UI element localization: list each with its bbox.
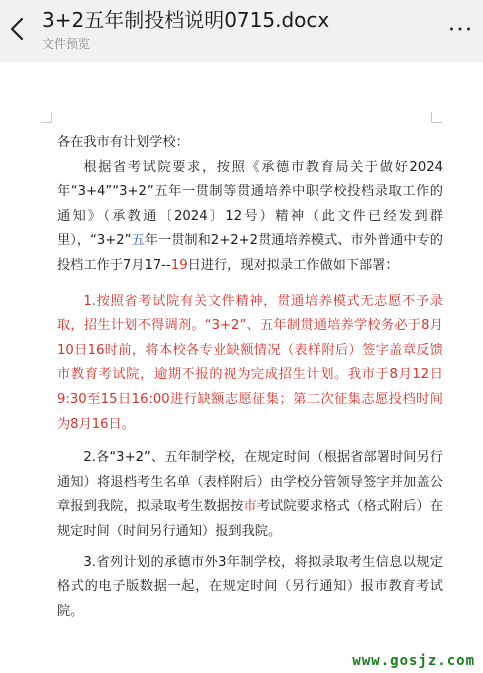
- paragraph-3: [57, 446, 443, 544]
- paragraph-3-text: 考试院要求格式（格式附后）在规定时间（时间另行通知）报到我院。: [57, 499, 444, 539]
- top-bar: [0, 0, 483, 62]
- paragraph-2: 1.按照省考试院有关文件精神，贯通培养模式无志愿不予录取，招生计划不得调剂。“3+2”、五年制贯通培养学校务必于8月10日16时前，将本校各专业缺额情况（表样附后）签字盖章反馈市教育考试院，逾期不报的视为完成招生计划。我市于8月12日9:30至15日16:00进行缺额志愿征集；第二次征集志愿投档时间为8月16日。: [57, 293, 443, 432]
- chevron-left-icon: [10, 17, 24, 41]
- highlight-red: 市: [243, 499, 257, 515]
- paragraph-1-text: 年一贯制和2+2+2贯通培养模式、市外普通中专的投档工作于7月17--: [57, 233, 443, 273]
- watermark: www.gosjz.com: [352, 653, 475, 669]
- paragraph-1-text: 日进行，现对拟录工作做如下部署：: [187, 257, 399, 273]
- page-corner-mark: [431, 112, 442, 123]
- paragraph-4: 3.省列计划的承德市外3年制学校，将拟录取考生信息以规定格式的电子版数据一起，在规定时间（另行通知）报市教育考试院。: [57, 554, 443, 619]
- page-corner-mark: [41, 112, 52, 123]
- document-preview[interactable]: [0, 62, 483, 673]
- highlight-blue: 五: [131, 233, 145, 249]
- paragraph-3-text: 2.各“3+2”、五年制学校，在规定时间（根据省部署时间另行通知）将退档考生名单（表样附后）由学校分管领导签字并加盖公章报到我院，拟录取考生数据按: [57, 450, 443, 515]
- paragraph-1: [57, 156, 443, 279]
- more-button[interactable]: [447, 18, 475, 40]
- highlight-red: 19: [170, 257, 188, 273]
- document-subtitle: 文件预览: [42, 37, 91, 51]
- back-button[interactable]: [6, 14, 28, 44]
- document-title: 3+2五年制投档说明0715.docx: [42, 8, 330, 32]
- paragraph-1-text: 根据省考试院要求，按照《承德市教育局关于做好2024年“3+4”“3+2”五年一贯制等贯通培养中职学校投档录取工作的通知》（承教通〔2024〕12号）精神（此文件已经发到群里），“3+2”: [57, 159, 443, 249]
- salutation: 各在我市有计划学校：: [57, 135, 189, 150]
- more-horizontal-icon: •••: [448, 22, 474, 36]
- document-body: [57, 131, 443, 624]
